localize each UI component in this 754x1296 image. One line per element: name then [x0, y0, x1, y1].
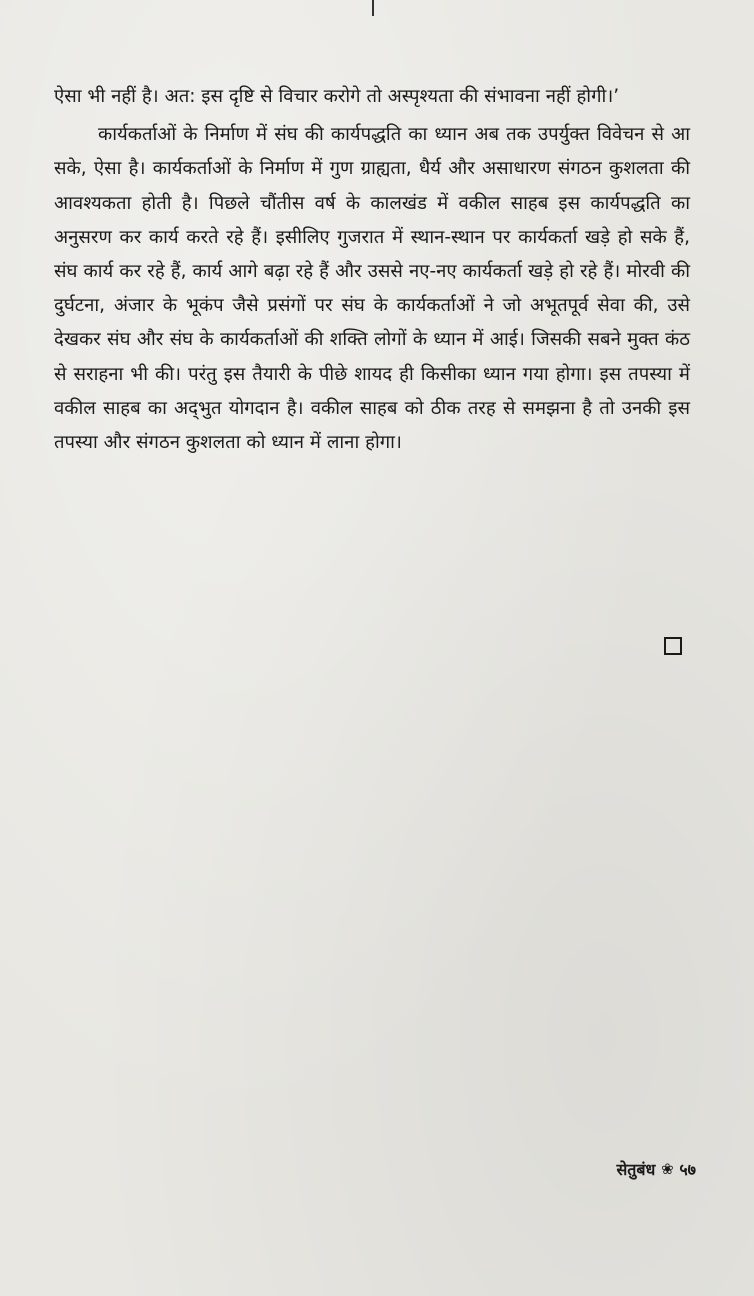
body-text — [54, 80, 690, 460]
book-title: सेतुबंध — [616, 1160, 656, 1179]
page-footer — [616, 1158, 696, 1180]
page-number: ५७ — [679, 1160, 696, 1179]
paragraph-quote-end: ऐसा भी नहीं है। अत: इस दृष्टि से विचार करोगे तो अस्पृश्यता की संभावना नहीं होगी।’ — [54, 86, 620, 107]
binding-mark — [372, 0, 374, 16]
end-of-chapter-square-icon — [664, 637, 682, 655]
paragraph-main: कार्यकर्ताओं के निर्माण में संघ की कार्यपद्धति का ध्यान अब तक उपर्युक्त विवेचन से आ सके, ऐसा है। कार्यकर्ताओं के निर्माण में गुण ग्राह्यता, धैर्य और असाधारण संगठन कुशलता की आवश्यकता होती है। पिछले चौंतीस वर्ष के कालखंड में वकील साहब इस कार्यपद्धति का अनुसरण कर कार्य करते रहे हैं। इसीलिए गुजरात में स्थान-स्थान पर कार्यकर्ता खड़े हो सके हैं, संघ कार्य कर रहे हैं, कार्य आगे बढ़ा रहे हैं और उससे नए-नए कार्यकर्ता खड़े हो रहे हैं। मोरवी की दुर्घटना, अंजार के भूकंप जैसे प्रसंगों पर संघ के कार्यकर्ताओं ने जो अभूतपूर्व सेवा की, उसे देखकर संघ और संघ के कार्यकर्ताओं की शक्ति लोगों के ध्यान में आई। जिसकी सबने मुक्त कंठ से सराहना भी की। परंतु इस तैयारी के पीछे शायद ही किसीका ध्यान गया होगा। इस तपस्या में वकील साहब का अद्‌भुत योगदान है। वकील साहब को ठीक तरह से समझना है तो उनकी इस तपस्या और संगठन कुशलता को ध्यान में लाना होगा। — [54, 124, 690, 454]
flower-ornament-icon: ❀ — [661, 1160, 674, 1178]
